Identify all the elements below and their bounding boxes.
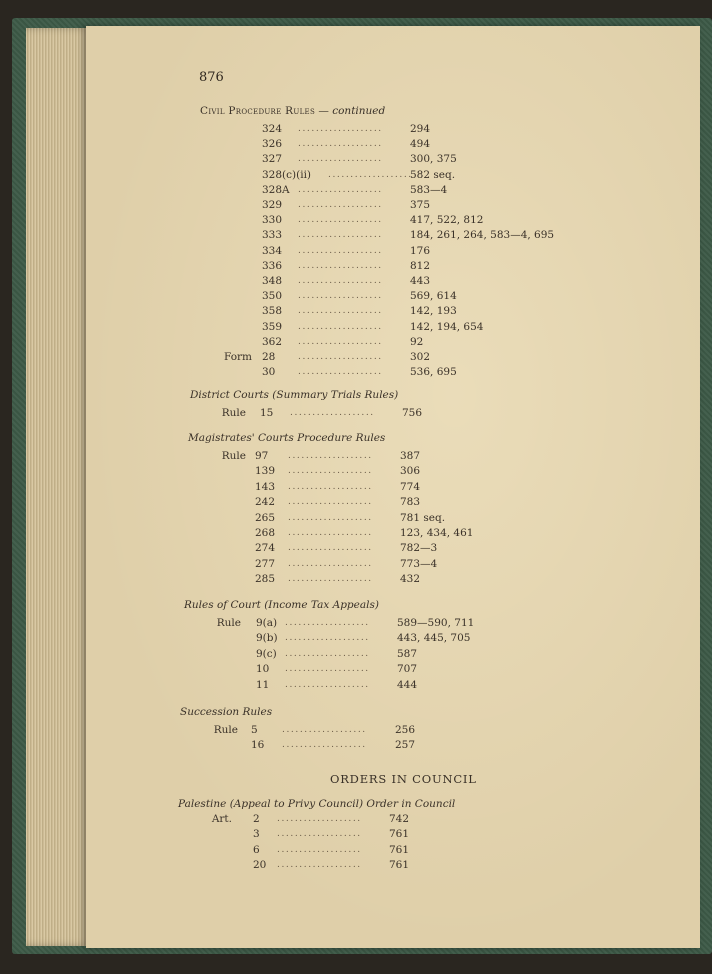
page-references: 306 — [400, 465, 421, 478]
entry-number: 327 — [262, 153, 283, 166]
entry-number: 11 — [256, 678, 270, 691]
index-entry — [0, 812, 700, 826]
page-references: 761 — [389, 843, 410, 856]
dot-leader: ................... — [282, 740, 367, 751]
dot-leader: ................... — [285, 633, 370, 644]
dot-leader: ................... — [288, 481, 373, 492]
dot-leader: ................... — [285, 648, 370, 659]
dot-leader: ................... — [298, 260, 383, 271]
page-references: 774 — [400, 480, 421, 493]
entry-number: 329 — [262, 199, 283, 211]
page-references: 583—4 — [410, 183, 448, 196]
dot-leader: ................... — [290, 408, 375, 418]
index-entry — [0, 678, 700, 692]
dot-leader: ................... — [282, 725, 367, 735]
page-references: 742 — [389, 813, 410, 825]
dot-leader: ................... — [288, 466, 373, 477]
entry-number: 28 — [262, 351, 276, 363]
dot-leader: ................... — [277, 829, 362, 840]
index-entry — [0, 406, 700, 420]
entry-number: 16 — [251, 739, 265, 752]
entry-number: 20 — [253, 859, 267, 872]
index-entry — [0, 843, 700, 857]
entry-prefix: Rule — [213, 724, 238, 736]
page-references: 417, 522, 812 — [410, 214, 484, 227]
dot-leader: ................... — [285, 664, 370, 675]
index-entry — [0, 738, 700, 752]
entry-number: 324 — [262, 123, 283, 135]
dot-leader: ................... — [277, 860, 362, 871]
section-title-income-tax-appeals: Rules of Court (Income Tax Appeals) — [184, 599, 379, 611]
index-entry — [0, 289, 700, 303]
page-references: 387 — [400, 450, 421, 462]
index-entry — [0, 350, 700, 364]
index-entry — [0, 213, 700, 227]
page-references: 761 — [389, 828, 410, 841]
entry-prefix: Rule — [221, 450, 246, 462]
entry-number: 9(c) — [256, 647, 277, 660]
page-references: 756 — [402, 407, 423, 419]
index-entry — [0, 526, 700, 540]
section-title-district-courts: District Courts (Summary Trials Rules) — [190, 389, 399, 401]
index-entry — [0, 137, 700, 151]
page-references: 184, 261, 264, 583—4, 695 — [410, 229, 555, 242]
page-references: 781 seq. — [400, 511, 446, 524]
dot-leader: ................... — [288, 574, 373, 585]
page-references: 587 — [397, 647, 418, 660]
section-title-privy-council-order: Palestine (Appeal to Privy Council) Order in Council — [178, 798, 456, 810]
dot-leader: ................... — [298, 352, 383, 362]
page-references: 302 — [410, 351, 431, 363]
page-references: 569, 614 — [410, 290, 457, 303]
entry-number: 362 — [262, 335, 283, 348]
entry-number: 3 — [253, 828, 260, 841]
entry-prefix: Form — [223, 351, 252, 363]
entry-number: 15 — [260, 407, 274, 419]
page-references: 589—590, 711 — [397, 617, 475, 629]
index-entry — [0, 244, 700, 258]
dot-leader: ................... — [288, 543, 373, 554]
page-references: 375 — [410, 199, 431, 211]
dot-leader: ................... — [298, 139, 383, 150]
index-entry — [0, 495, 700, 509]
page-references: 582 seq. — [410, 168, 456, 181]
dot-leader: ................... — [298, 291, 383, 302]
index-entry — [0, 827, 700, 841]
page-references: 536, 695 — [410, 366, 457, 379]
dot-leader: ................... — [298, 215, 383, 226]
dot-leader: ................... — [277, 814, 362, 824]
page-references: 300, 375 — [410, 153, 457, 166]
dot-leader: ................... — [298, 321, 383, 332]
dot-leader: ................... — [298, 200, 383, 210]
index-entry — [0, 228, 700, 242]
index-entry — [0, 480, 700, 494]
page-number: 876 — [199, 70, 224, 85]
index-entry — [0, 631, 700, 645]
index-entry — [0, 541, 700, 555]
entry-number: 9(a) — [256, 617, 278, 629]
index-entry — [0, 858, 700, 872]
dot-leader: ................... — [298, 245, 383, 256]
entry-number: 2 — [253, 813, 260, 825]
page-references: 761 — [389, 859, 410, 872]
page-references: 294 — [410, 123, 431, 135]
index-entry — [0, 616, 700, 630]
entry-number: 326 — [262, 138, 283, 151]
section-title-civil-procedure — [200, 105, 385, 117]
page-references: 123, 434, 461 — [400, 527, 474, 539]
entry-number: 330 — [262, 214, 283, 227]
entry-number: 285 — [255, 573, 276, 586]
dot-leader: ................... — [298, 230, 383, 241]
page-references: 142, 193 — [410, 305, 457, 318]
index-entry — [0, 259, 700, 273]
page-references: 494 — [410, 138, 431, 151]
entry-number: 348 — [262, 275, 283, 287]
page-references: 432 — [400, 573, 421, 586]
entry-number: 334 — [262, 244, 283, 257]
index-entry — [0, 152, 700, 166]
index-entry — [0, 335, 700, 349]
dot-leader: ................... — [288, 497, 373, 508]
dot-leader: ................... — [298, 276, 383, 286]
page-references: 707 — [397, 663, 418, 676]
dot-leader: ................... — [298, 367, 383, 378]
entry-number: 328(c)(ii) — [262, 168, 312, 181]
dot-leader: ................... — [298, 154, 383, 165]
page-references: 812 — [410, 259, 431, 272]
orders-in-council-heading: ORDERS IN COUNCIL — [330, 772, 477, 786]
index-entry — [0, 168, 700, 182]
entry-prefix: Art. — [211, 813, 232, 825]
page-references: 444 — [397, 678, 418, 691]
entry-number: 242 — [255, 496, 276, 509]
entry-prefix: Rule — [216, 617, 241, 629]
index-entry — [0, 449, 700, 463]
page-references: 92 — [410, 335, 424, 348]
entry-number: 358 — [262, 305, 283, 318]
page-references: 782—3 — [400, 542, 438, 555]
section-title-succession-rules: Succession Rules — [180, 706, 273, 718]
section-title-magistrates-courts: Magistrates' Courts Procedure Rules — [188, 432, 386, 444]
index-entry — [0, 183, 700, 197]
index-entry — [0, 557, 700, 571]
section-title-main: Civil Procedure Rules — [200, 105, 316, 117]
index-entry — [0, 365, 700, 379]
index-entry — [0, 723, 700, 737]
dot-leader: ................... — [288, 528, 373, 538]
dot-leader: ................... — [298, 336, 383, 347]
page-references: 783 — [400, 496, 421, 509]
dot-leader: ................... — [288, 558, 373, 569]
page-references: 257 — [395, 739, 416, 752]
section-title-suffix: — continued — [318, 105, 386, 117]
dot-leader: ................... — [288, 512, 373, 523]
entry-number: 350 — [262, 290, 283, 303]
index-entry — [0, 464, 700, 478]
entry-prefix: Rule — [221, 407, 246, 419]
entry-number: 277 — [255, 557, 276, 570]
dot-leader: ................... — [285, 618, 370, 628]
index-entry — [0, 198, 700, 212]
entry-number: 5 — [251, 724, 258, 736]
page-references: 443 — [410, 275, 431, 287]
entry-number: 265 — [255, 511, 276, 524]
dot-leader: ................... — [285, 679, 370, 690]
entry-number: 274 — [255, 542, 276, 555]
entry-number: 328A — [262, 183, 290, 196]
index-entry — [0, 572, 700, 586]
page-references: 176 — [410, 244, 431, 257]
dot-leader: ................... — [298, 306, 383, 317]
page-references: 443, 445, 705 — [397, 632, 471, 645]
page-references: 773—4 — [400, 557, 438, 570]
entry-number: 139 — [255, 465, 276, 478]
index-entry — [0, 122, 700, 136]
index-entry — [0, 274, 700, 288]
entry-number: 359 — [262, 320, 283, 333]
dot-leader: ................... — [328, 169, 413, 180]
entry-number: 268 — [255, 527, 276, 539]
entry-number: 143 — [255, 480, 276, 493]
entry-number: 6 — [253, 843, 260, 856]
index-entry — [0, 662, 700, 676]
dot-leader: ................... — [288, 451, 373, 461]
dot-leader: ................... — [277, 844, 362, 855]
dot-leader: ................... — [298, 184, 383, 195]
entry-number: 30 — [262, 366, 276, 379]
entry-number: 333 — [262, 229, 283, 242]
entry-number: 336 — [262, 259, 283, 272]
entry-number: 10 — [256, 663, 270, 676]
page-references: 142, 194, 654 — [410, 320, 484, 333]
index-entry — [0, 320, 700, 334]
index-entry — [0, 304, 700, 318]
index-entry — [0, 511, 700, 525]
dot-leader: ................... — [298, 124, 383, 134]
entry-number: 97 — [255, 450, 269, 462]
entry-number: 9(b) — [256, 632, 278, 645]
page-references: 256 — [395, 724, 416, 736]
index-entry — [0, 647, 700, 661]
